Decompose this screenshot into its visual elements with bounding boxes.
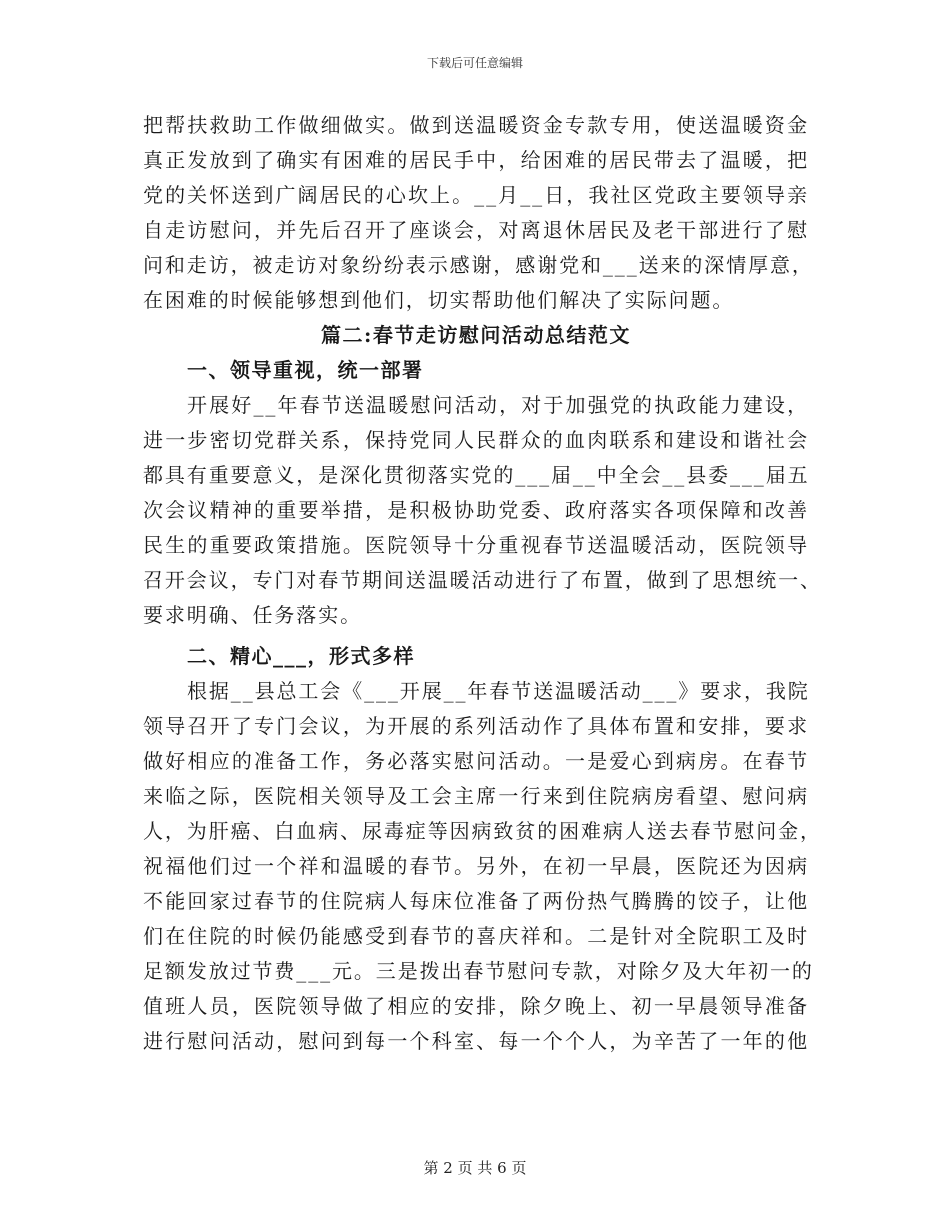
text-line: 祝福他们过一个祥和温暖的春节。另外，在初一早晨，医院还为因病 <box>143 854 809 878</box>
text-line: 根据__县总工会《___开展__年春节送温暖活动___》要求，我院 <box>187 679 810 703</box>
text-line: 不能回家过春节的住院病人每床位准备了两份热气腾腾的饺子，让他 <box>143 889 809 913</box>
document-body <box>143 108 822 1059</box>
text-line: 党的关怀送到广阔居民的心坎上。__月__日，我社区党政主要领导亲 <box>143 183 809 207</box>
text-line: 在困难的时候能够想到他们，切实帮助他们解决了实际问题。 <box>143 288 735 312</box>
text-line: 自走访慰问，并先后召开了座谈会，对离退休居民及老干部进行了慰 <box>143 218 809 242</box>
text-line: 开展好__年春节送温暖慰问活动，对于加强党的执政能力建设， <box>187 393 809 417</box>
text-line: 都具有重要意义，是深化贯彻落实党的___届__中全会__县委___届五 <box>143 463 810 487</box>
text-line: 民生的重要政策措施。医院领导十分重视春节送温暖活动，医院领导 <box>143 533 809 557</box>
section-heading-2: 二、精心___，形式多样 <box>187 644 415 668</box>
page-number: 第 2 页 共 6 页 <box>423 1159 527 1177</box>
text-line: 要求明确、任务落实。 <box>143 603 362 627</box>
article-title: 篇二:春节走访慰问活动总结范文 <box>321 323 631 347</box>
paragraph-3 <box>143 674 822 1059</box>
text-line: 召开会议，专门对春节期间送温暖活动进行了布置，做到了思想统一、 <box>143 568 822 592</box>
text-line: 足额发放过节费___元。三是拨出春节慰问专款，对除夕及大年初一的 <box>143 959 814 983</box>
page-header-note: 下载后可任意编辑 <box>426 56 523 70</box>
paragraph-2 <box>143 388 822 633</box>
text-line: 进行慰问活动，慰问到每一个科室、每一个个人，为辛苦了一年的他 <box>143 1029 809 1053</box>
text-line: 把帮扶救助工作做细做实。做到送温暖资金专款专用，使送温暖资金 <box>143 113 809 137</box>
text-line: 问和走访，被走访对象纷纷表示感谢，感谢党和___送来的深情厚意， <box>143 253 814 277</box>
text-line: 做好相应的准备工作，务必落实慰问活动。一是爱心到病房。在春节 <box>143 749 809 773</box>
text-line: 值班人员，医院领导做了相应的安排，除夕晚上、初一早晨领导准备 <box>143 994 809 1018</box>
text-line: 来临之际，医院相关领导及工会主席一行来到住院病房看望、慰问病 <box>143 784 809 808</box>
text-line: 次会议精神的重要举措，是积极协助党委、政府落实各项保障和改善 <box>143 498 809 522</box>
section-heading-1: 一、领导重视，统一部署 <box>187 358 424 382</box>
text-line: 真正发放到了确实有困难的居民手中，给困难的居民带去了温暖，把 <box>143 148 809 172</box>
text-line: 进一步密切党群关系，保持党同人民群众的血肉联系和建设和谐社会 <box>143 428 809 452</box>
text-line: 领导召开了专门会议，为开展的系列活动作了具体布置和安排，要求 <box>143 714 809 738</box>
paragraph-1 <box>143 108 814 318</box>
text-line: 们在住院的时候仍能感受到春节的喜庆祥和。二是针对全院职工及时 <box>143 924 809 948</box>
text-line: 人，为肝癌、白血病、尿毒症等因病致贫的困难病人送去春节慰问金， <box>143 819 822 843</box>
